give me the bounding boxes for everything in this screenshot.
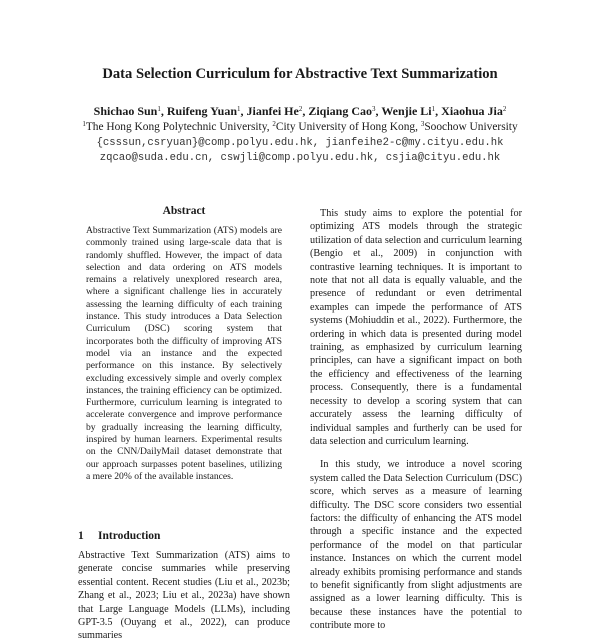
abstract-heading: Abstract xyxy=(162,205,206,217)
section-title: Introduction xyxy=(98,530,161,542)
affiliation-list: $^1$The Hong Kong Polytechnic University, $^2$City University of Hong Kong, $^3$Soochow University xyxy=(82,120,518,133)
author: Xiaohua Jia xyxy=(441,104,503,118)
paper-title: Data Selection Curriculum for Abstractive Text Summarization xyxy=(102,66,498,82)
email-line: {csssun,csryuan}@comp.polyu.edu.hk, jianfeihe2-c@my.cityu.edu.hk xyxy=(96,137,504,149)
author: Shichao Sun xyxy=(93,104,158,118)
author: Ziqiang Cao xyxy=(308,104,373,118)
author: Jianfei He xyxy=(246,104,299,118)
paragraph: This study aims to explore the potential for optimizing ATS models through the strategic utilization of data selection and curriculum learning (Bengio et al., 2009) in conjunction with contrastive learning techniques. It is important to note that not all data is equally valuable, and the presence of redundant or even detrimental examples can impede the performance of ATS systems (Mohiuddin et al., 2022). Furthermore, the ordering in which data is presented during model training, as emphasized by curriculum learning principles, can have a significant impact on both the efficiency and effectiveness of the learning process. Consequently, there is a fundamental necessity to develop a scoring system that can accurately assess the learning difficulty of individual samples and furtherly can be used for data selection and curriculum learning. xyxy=(310,208,522,447)
right-column xyxy=(310,207,522,633)
abstract-text: Abstractive Text Summarization (ATS) models are commonly trained using large-scale data that is randomly shuffled. However, the impact of data selection and data ordering on ATS models remains a relatively unexplored research area, where a significant challenge lies in accurately assessing the learning difficulty of each training instance. This study introduces a Data Selection Curriculum (DSC) scoring system that incorporates both the difficulty of improving ATS model via an instance and the expected performance on this instance. By selectively excluding excessively simple and overly complex instances, the training efficiency can be optimized. Furthermore, curriculum learning is integrated to accelerate convergence and improve performance by gradually increasing the learning difficulty, inspired by human learners. Experimental results on the CNN/DailyMail dataset demonstrate that our approach surpasses potent baselines, utilizing a mere 20% of the available instances. xyxy=(86,225,282,482)
paragraph: In this study, we introduce a novel scoring system called the Data Selection Curriculum (DSC) score, which serves as a measure of learning difficulty. The DSC score considers two essential factors: the difficulty of enhancing the ATS model through a specific instance and the expected performance of the model on that particular instance. Instances on which the current model already exhibits promising performance and stands to benefit significantly from slight adjustments are assigned as a lower learning difficulty. This is because these instances have the potential to contribute more to xyxy=(310,459,522,632)
author: Wenjie Li xyxy=(381,104,432,118)
affiliation: City University of Hong Kong xyxy=(275,121,416,133)
author-list: Shichao Sun$^1$, Ruifeng Yuan$^1$, Jianfei He$^2$, Ziqiang Cao$^3$, Wenjie Li$^1$, Xiaohua Jia$^2$ xyxy=(93,104,507,118)
section-heading xyxy=(78,530,290,542)
affiliation: The Hong Kong Polytechnic University xyxy=(85,121,267,133)
section-number: 1 xyxy=(78,530,84,542)
affiliation: Soochow University xyxy=(424,121,518,133)
email-line: zqcao@suda.edu.cn, cswjli@comp.polyu.edu.hk, csjia@cityu.edu.hk xyxy=(99,152,501,164)
introduction-text: Abstractive Text Summarization (ATS) aims to generate concise summaries while preserving essential content. Recent studies (Liu et al., 2023b; Zhang et al., 2023; Liu et al., 2023a) have shown that Large Language Models (LLMs), including GPT-3.5 (Ouyang et al., 2022), can produce summaries xyxy=(78,550,290,642)
author: Ruifeng Yuan xyxy=(166,104,237,118)
